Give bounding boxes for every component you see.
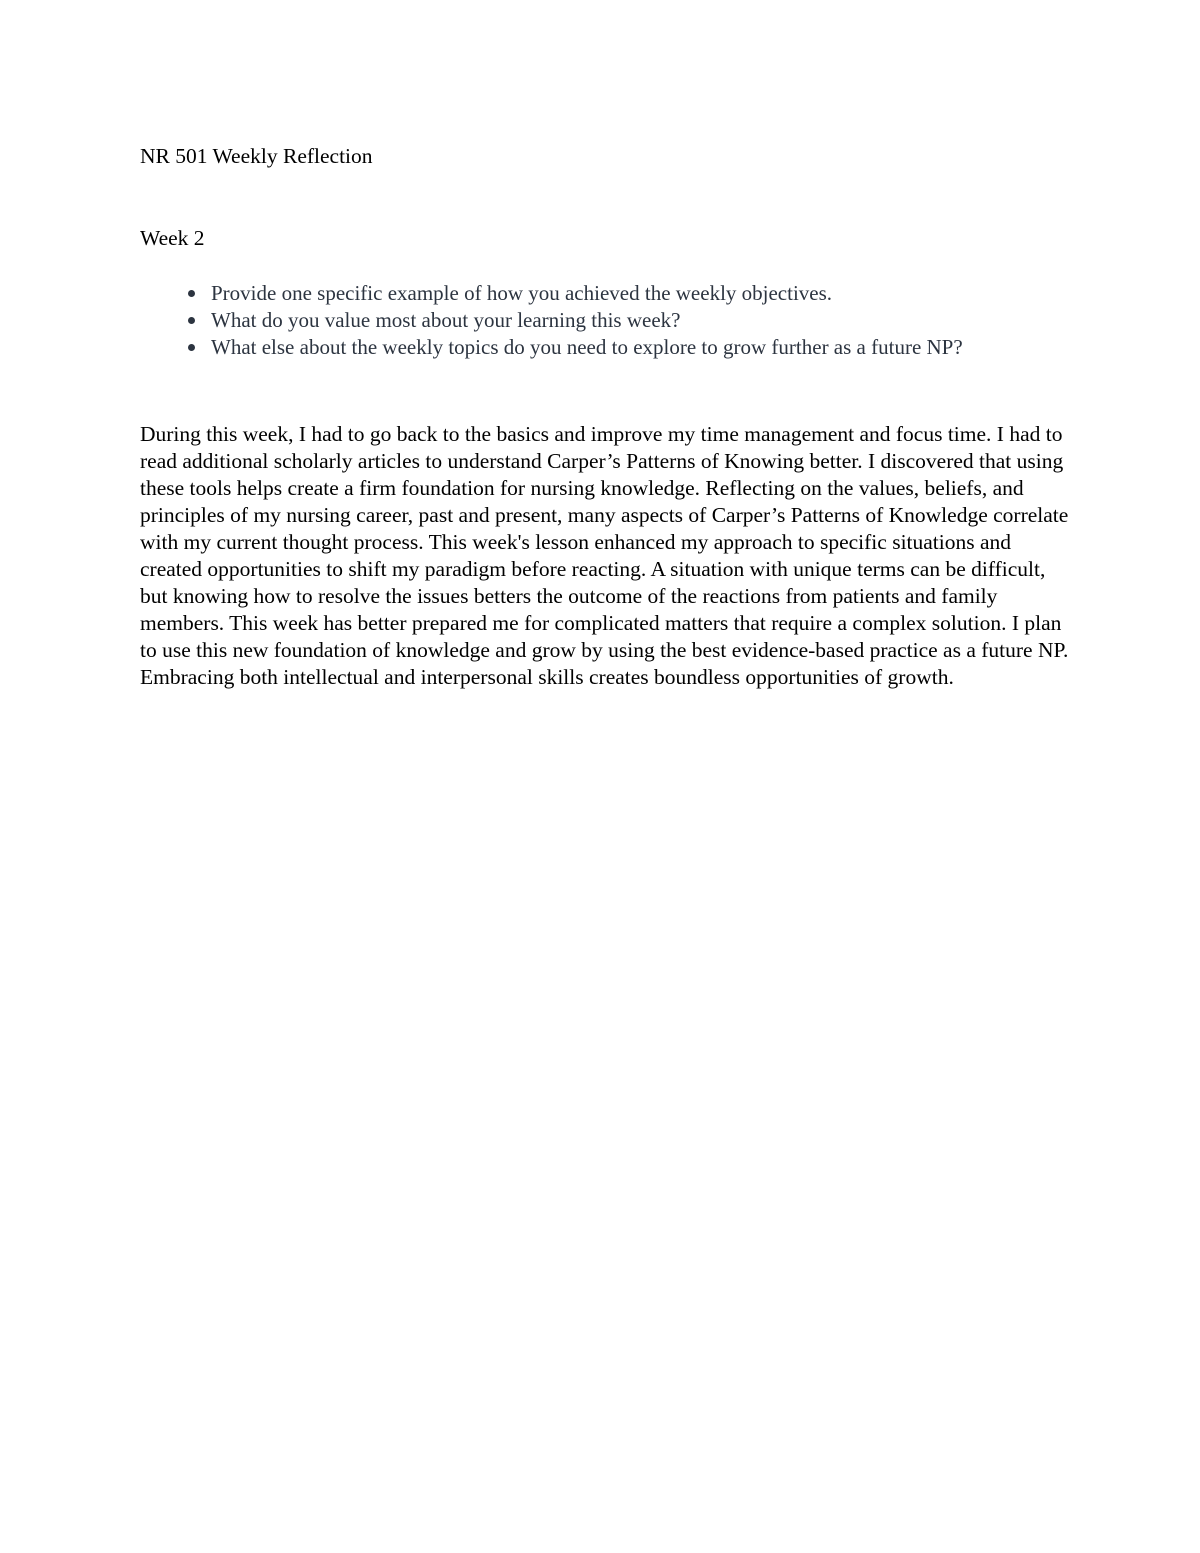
reflection-paragraph: During this week, I had to go back to the basics and improve my time management and focus time. I had to read additional scholarly articles to understand Carper’s Patterns of Knowing better. I discovered that using these tools helps create a firm foundation for nursing knowledge. Reflecting on the values, beliefs, and principles of my nursing career, past and present, many aspects of Carper’s Patterns of Knowledge correlate with my current thought process. This week's lesson enhanced my approach to specific situations and created opportunities to shift my paradigm before reacting. A situation with unique terms can be difficult, but knowing how to resolve the issues betters the outcome of the reactions from patients and family members. This week has better prepared me for complicated matters that require a complex solution. I plan to use this new foundation of knowledge and grow by using the best evidence-based practice as a future NP. Embracing both intellectual and interpersonal skills creates boundless opportunities of growth. xyxy=(140,422,1069,689)
prompt-text: Provide one specific example of how you achieved the weekly objectives. xyxy=(211,281,833,305)
prompt-item xyxy=(140,334,963,361)
bullet-icon xyxy=(188,290,195,297)
prompt-item xyxy=(140,280,963,307)
prompt-text: What else about the weekly topics do you need to explore to grow further as a future NP? xyxy=(211,335,963,359)
bullet-icon xyxy=(188,317,195,324)
bullet-icon xyxy=(188,344,195,351)
prompt-text: What do you value most about your learning this week? xyxy=(211,308,681,332)
reflection-prompts-list xyxy=(140,280,963,361)
week-heading: Week 2 xyxy=(140,226,205,250)
prompt-item xyxy=(140,307,963,334)
document-title: NR 501 Weekly Reflection xyxy=(140,144,373,168)
